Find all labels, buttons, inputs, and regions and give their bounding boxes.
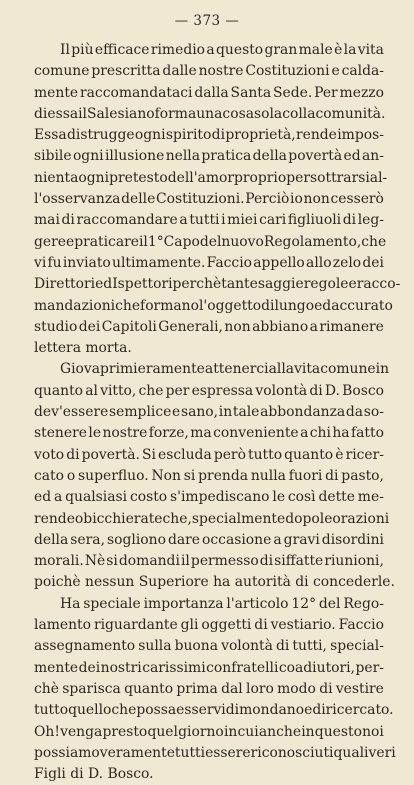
text-line: Figli di D. Bosco. [34, 766, 154, 783]
text-line: tutto quello che possa esservi di mondano e di ricercato. [34, 702, 394, 719]
text-line: mandazioni che formano l'oggetto di lungo ed accurato [34, 297, 393, 314]
text-line: comune prescritta dalle nostre Costituzioni e calda- [34, 63, 384, 80]
text-line: Giova primieramente attenerci alla vita comune in [60, 361, 390, 378]
text-line: Oh! venga presto quel giorno in cui anche in questo noi [34, 723, 384, 740]
text-line: gere e praticare il 1° Capo del nuovo Regolamento, che [34, 233, 387, 250]
text-line: sibile ogni illusione nella pratica della povertà ed an- [34, 148, 384, 165]
text-line: Essa distrugge ogni spirito di proprietà, rende impos- [34, 127, 384, 144]
text-line: morali. Nè si domandi il permesso di siffatte riunioni, [34, 553, 384, 570]
text-line: mente dei nostri carissimi confratelli coadiutori, per- [34, 659, 384, 676]
text-line: mai di raccomandare a tutti i miei cari figliuoli di leg- [34, 212, 384, 229]
text-line: poichè nessun Superiore ha autorità di concederle. [34, 574, 395, 591]
body-text [34, 40, 401, 785]
text-line: mente raccomandataci dalla Santa Sede. Per mezzo [34, 84, 384, 101]
text-line: voto di povertà. Si escluda però tutto quanto è ricer- [34, 446, 384, 463]
text-line: studio dei Capitoli Generali, non abbiano a rimanere [34, 318, 384, 335]
text-line: lamento riguardante gli oggetti di vestiario. Faccio [34, 617, 384, 634]
text-line: nienta ogni pretesto dell'amor proprio per sottrarsi al- [34, 169, 388, 186]
text-line: rende o bicchierate che, specialmente dopo le orazioni [34, 510, 390, 527]
text-line: assegnamento sulla buona volontà di tutti, special- [34, 638, 384, 655]
text-line: lettera morta. [34, 340, 132, 357]
text-line: quanto al vitto, che per espressa volontà di D. Bosco [34, 382, 384, 399]
text-line: dev'essere semplice e sano, in tale abbondanza da so- [34, 404, 384, 421]
text-line: ed a qualsiasi costo s'impediscano le così dette me- [34, 489, 384, 506]
text-line: di essa il Salesiano forma una cosa sola colla comunità. [34, 105, 386, 122]
text-line: della sera, sogliono dare occasione a gravi disordini [34, 531, 384, 548]
text-line: l'osservanza delle Costituzioni. Perciò io non cesserò [34, 191, 384, 208]
text-line: chè sparisca quanto prima dal loro modo di vestire [34, 680, 384, 697]
text-line: Direttori ed Ispettori perchè tante saggie regole e racco- [34, 276, 401, 293]
text-line: Il più efficace rimedio a questo gran male è la vita [60, 42, 384, 58]
text-line: stenere le nostre forze, ma conveniente a chi ha fatto [34, 425, 384, 442]
text-line: vi fu inviato ultimamente. Faccio appello allo zelo dei [34, 254, 384, 271]
text-line: possiamo veramente tutti essere riconosciuti quali veri [34, 744, 396, 761]
page-number: — 373 — [174, 13, 240, 29]
text-line: cato o superfluo. Non si prenda nulla fuori di pasto, [34, 467, 384, 484]
text-line: Ha speciale importanza l'articolo 12° del Rego- [60, 595, 384, 612]
